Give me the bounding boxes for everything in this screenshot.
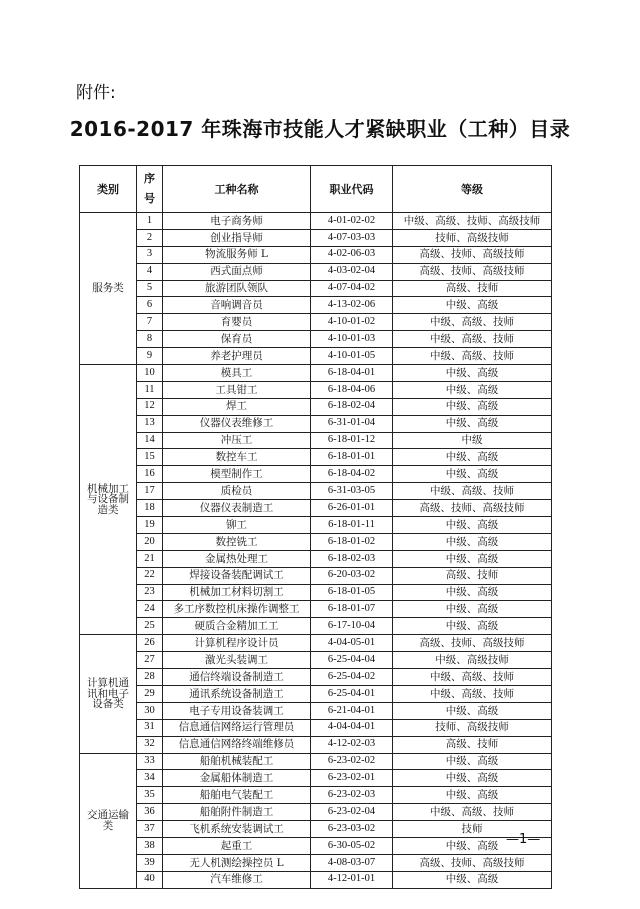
name-cell: 创业指导师 — [163, 229, 311, 246]
level-cell: 中级、高级 — [393, 787, 552, 804]
code-cell: 6-18-04-06 — [311, 381, 393, 398]
level-cell: 高级、技师、高级技师 — [393, 854, 552, 871]
name-cell: 数控铣工 — [163, 533, 311, 550]
name-cell: 西式面点师 — [163, 263, 311, 280]
code-cell: 4-12-02-03 — [311, 736, 393, 753]
table-row — [80, 787, 552, 804]
code-cell: 6-18-01-11 — [311, 517, 393, 534]
level-cell: 高级、技师 — [393, 736, 552, 753]
seq-cell: 15 — [137, 449, 163, 466]
table-row — [80, 348, 552, 365]
name-cell: 旅游团队领队 — [163, 280, 311, 297]
code-cell: 4-08-03-07 — [311, 854, 393, 871]
seq-cell: 11 — [137, 381, 163, 398]
code-cell: 6-23-02-04 — [311, 804, 393, 821]
level-cell: 中级、高级 — [393, 871, 552, 888]
name-cell: 数控车工 — [163, 449, 311, 466]
level-cell: 高级、技师、高级技师 — [393, 635, 552, 652]
seq-cell: 35 — [137, 787, 163, 804]
code-cell: 4-07-04-02 — [311, 280, 393, 297]
name-cell: 模型制作工 — [163, 466, 311, 483]
level-cell: 中级、高级 — [393, 533, 552, 550]
name-cell: 船舶机械装配工 — [163, 753, 311, 770]
seq-cell: 22 — [137, 567, 163, 584]
level-cell: 中级、高级 — [393, 753, 552, 770]
table-row — [80, 314, 552, 331]
code-cell: 4-10-01-03 — [311, 331, 393, 348]
level-cell: 高级、技师、高级技师 — [393, 500, 552, 517]
level-cell: 中级、高级、技师 — [393, 483, 552, 500]
seq-cell: 33 — [137, 753, 163, 770]
seq-cell: 16 — [137, 466, 163, 483]
code-cell: 6-17-10-04 — [311, 618, 393, 635]
table-row — [80, 854, 552, 871]
table-row — [80, 550, 552, 567]
name-cell: 物流服务师 L — [163, 246, 311, 263]
seq-cell: 27 — [137, 652, 163, 669]
table-row — [80, 685, 552, 702]
code-cell: 4-10-01-02 — [311, 314, 393, 331]
table-row — [80, 669, 552, 686]
occupation-table — [79, 165, 552, 889]
page-number: —1— — [506, 832, 541, 847]
table-row — [80, 263, 552, 280]
seq-cell: 38 — [137, 837, 163, 854]
level-cell: 中级、高级 — [393, 601, 552, 618]
header-level: 等级 — [393, 166, 552, 213]
level-cell: 中级 — [393, 432, 552, 449]
code-cell: 4-01-02-02 — [311, 213, 393, 230]
seq-cell: 36 — [137, 804, 163, 821]
code-cell: 6-26-01-01 — [311, 500, 393, 517]
seq-cell: 25 — [137, 618, 163, 635]
seq-cell: 39 — [137, 854, 163, 871]
table-row — [80, 229, 552, 246]
code-cell: 6-25-04-04 — [311, 652, 393, 669]
seq-cell: 40 — [137, 871, 163, 888]
level-cell: 中级、高级技师 — [393, 652, 552, 669]
name-cell: 无人机测绘操控员 L — [163, 854, 311, 871]
code-cell: 6-23-02-02 — [311, 753, 393, 770]
header-seq — [137, 166, 163, 213]
name-cell: 工具钳工 — [163, 381, 311, 398]
name-cell: 船舶电气装配工 — [163, 787, 311, 804]
level-cell: 中级、高级 — [393, 618, 552, 635]
seq-cell: 31 — [137, 719, 163, 736]
table-row — [80, 702, 552, 719]
code-cell: 6-30-05-02 — [311, 837, 393, 854]
table-row — [80, 466, 552, 483]
table-row — [80, 500, 552, 517]
table-row — [80, 432, 552, 449]
table-row — [80, 635, 552, 652]
name-cell: 激光头装调工 — [163, 652, 311, 669]
seq-cell: 5 — [137, 280, 163, 297]
level-cell: 中级、高级 — [393, 398, 552, 415]
level-cell: 中级、高级 — [393, 584, 552, 601]
code-cell: 6-23-03-02 — [311, 821, 393, 838]
seq-cell: 19 — [137, 517, 163, 534]
table-row — [80, 584, 552, 601]
table-row — [80, 601, 552, 618]
level-cell: 中级、高级 — [393, 297, 552, 314]
code-cell: 4-13-02-06 — [311, 297, 393, 314]
level-cell: 中级、高级、技师 — [393, 685, 552, 702]
seq-cell: 2 — [137, 229, 163, 246]
code-cell: 6-25-04-01 — [311, 685, 393, 702]
code-cell: 4-12-01-01 — [311, 871, 393, 888]
seq-cell: 9 — [137, 348, 163, 365]
table-row — [80, 398, 552, 415]
seq-cell: 13 — [137, 415, 163, 432]
seq-cell: 17 — [137, 483, 163, 500]
code-cell: 6-18-04-01 — [311, 365, 393, 382]
category-cell: 机械加工与设备制造类 — [80, 365, 137, 635]
header-code: 职业代码 — [311, 166, 393, 213]
category-cell: 交通运输类 — [80, 753, 137, 888]
header-seq-bottom: 号 — [144, 192, 155, 205]
level-cell: 高级、技师、高级技师 — [393, 246, 552, 263]
level-cell: 中级、高级、技师 — [393, 804, 552, 821]
seq-cell: 32 — [137, 736, 163, 753]
table-row — [80, 483, 552, 500]
name-cell: 金属热处理工 — [163, 550, 311, 567]
level-cell: 中级、高级 — [393, 517, 552, 534]
name-cell: 质检员 — [163, 483, 311, 500]
level-cell: 中级、高级、技师 — [393, 669, 552, 686]
table-row — [80, 365, 552, 382]
seq-cell: 10 — [137, 365, 163, 382]
category-cell: 计算机通讯和电子设备类 — [80, 635, 137, 753]
level-cell: 中级、高级 — [393, 550, 552, 567]
seq-cell: 26 — [137, 635, 163, 652]
table-row — [80, 381, 552, 398]
table-row — [80, 719, 552, 736]
name-cell: 焊工 — [163, 398, 311, 415]
header-name: 工种名称 — [163, 166, 311, 213]
level-cell: 中级、高级 — [393, 449, 552, 466]
code-cell: 4-04-05-01 — [311, 635, 393, 652]
name-cell: 船舶附件制造工 — [163, 804, 311, 821]
name-cell: 信息通信网络终端维修员 — [163, 736, 311, 753]
table-row — [80, 821, 552, 838]
table-row — [80, 567, 552, 584]
table-row — [80, 736, 552, 753]
code-cell: 4-04-04-01 — [311, 719, 393, 736]
name-cell: 起重工 — [163, 837, 311, 854]
seq-cell: 3 — [137, 246, 163, 263]
table-row — [80, 415, 552, 432]
code-cell: 6-18-01-02 — [311, 533, 393, 550]
code-cell: 6-31-01-04 — [311, 415, 393, 432]
name-cell: 焊接设备装配调试工 — [163, 567, 311, 584]
level-cell: 技师、高级技师 — [393, 719, 552, 736]
code-cell: 6-31-03-05 — [311, 483, 393, 500]
table-row — [80, 652, 552, 669]
category-cell: 服务类 — [80, 213, 137, 365]
code-cell: 6-18-02-03 — [311, 550, 393, 567]
table-row — [80, 618, 552, 635]
level-cell: 高级、技师 — [393, 567, 552, 584]
header-category: 类别 — [80, 166, 137, 213]
name-cell: 铆工 — [163, 517, 311, 534]
seq-cell: 12 — [137, 398, 163, 415]
level-cell: 中级、高级 — [393, 837, 552, 854]
name-cell: 汽车维修工 — [163, 871, 311, 888]
table-row — [80, 213, 552, 230]
code-cell: 4-10-01-05 — [311, 348, 393, 365]
name-cell: 仪器仪表制造工 — [163, 500, 311, 517]
code-cell: 6-18-01-05 — [311, 584, 393, 601]
name-cell: 模具工 — [163, 365, 311, 382]
name-cell: 硬质合金精加工工 — [163, 618, 311, 635]
level-cell: 中级、高级 — [393, 466, 552, 483]
level-cell: 技师 — [393, 821, 552, 838]
level-cell: 中级、高级、技师 — [393, 348, 552, 365]
code-cell: 6-18-01-12 — [311, 432, 393, 449]
seq-cell: 6 — [137, 297, 163, 314]
seq-cell: 21 — [137, 550, 163, 567]
name-cell: 飞机系统安装调试工 — [163, 821, 311, 838]
seq-cell: 8 — [137, 331, 163, 348]
name-cell: 通信终端设备制造工 — [163, 669, 311, 686]
level-cell: 中级、高级、技师 — [393, 331, 552, 348]
level-cell: 高级、技师、高级技师 — [393, 263, 552, 280]
code-cell: 6-25-04-02 — [311, 669, 393, 686]
attachment-label: 附件: — [76, 83, 116, 103]
level-cell: 技师、高级技师 — [393, 229, 552, 246]
code-cell: 4-03-02-04 — [311, 263, 393, 280]
name-cell: 信息通信网络运行管理员 — [163, 719, 311, 736]
seq-cell: 1 — [137, 213, 163, 230]
code-cell: 6-18-01-01 — [311, 449, 393, 466]
code-cell: 6-18-01-07 — [311, 601, 393, 618]
table-row — [80, 246, 552, 263]
table-row — [80, 331, 552, 348]
table-row — [80, 297, 552, 314]
code-cell: 6-18-02-04 — [311, 398, 393, 415]
table-row — [80, 517, 552, 534]
name-cell: 多工序数控机床操作调整工 — [163, 601, 311, 618]
seq-cell: 7 — [137, 314, 163, 331]
table-row — [80, 280, 552, 297]
table-body — [80, 213, 552, 889]
level-cell: 中级、高级 — [393, 770, 552, 787]
table-row — [80, 871, 552, 888]
seq-cell: 20 — [137, 533, 163, 550]
name-cell: 金属船体制造工 — [163, 770, 311, 787]
level-cell: 中级、高级 — [393, 702, 552, 719]
level-cell: 中级、高级 — [393, 415, 552, 432]
seq-cell: 23 — [137, 584, 163, 601]
table-row — [80, 449, 552, 466]
code-cell: 4-02-06-03 — [311, 246, 393, 263]
seq-cell: 24 — [137, 601, 163, 618]
level-cell: 中级、高级、技师 — [393, 314, 552, 331]
seq-cell: 29 — [137, 685, 163, 702]
header-seq-top: 序 — [144, 172, 155, 185]
name-cell: 通讯系统设备制造工 — [163, 685, 311, 702]
table-row — [80, 770, 552, 787]
page-title: 2016-2017 年珠海市技能人才紧缺职业（工种）目录 — [69, 117, 571, 141]
level-cell: 中级、高级、技师、高级技师 — [393, 213, 552, 230]
name-cell: 电子商务师 — [163, 213, 311, 230]
code-cell: 4-07-03-03 — [311, 229, 393, 246]
level-cell: 中级、高级 — [393, 381, 552, 398]
level-cell: 中级、高级 — [393, 365, 552, 382]
code-cell: 6-21-04-01 — [311, 702, 393, 719]
seq-cell: 37 — [137, 821, 163, 838]
code-cell: 6-18-04-02 — [311, 466, 393, 483]
table-row — [80, 804, 552, 821]
seq-cell: 4 — [137, 263, 163, 280]
name-cell: 冲压工 — [163, 432, 311, 449]
seq-cell: 14 — [137, 432, 163, 449]
seq-cell: 28 — [137, 669, 163, 686]
name-cell: 音响调音员 — [163, 297, 311, 314]
table-row — [80, 837, 552, 854]
name-cell: 保育员 — [163, 331, 311, 348]
code-cell: 6-23-02-03 — [311, 787, 393, 804]
name-cell: 电子专用设备装调工 — [163, 702, 311, 719]
table-row — [80, 753, 552, 770]
seq-cell: 30 — [137, 702, 163, 719]
name-cell: 养老护理员 — [163, 348, 311, 365]
seq-cell: 18 — [137, 500, 163, 517]
seq-cell: 34 — [137, 770, 163, 787]
table-row — [80, 533, 552, 550]
name-cell: 仪器仪表维修工 — [163, 415, 311, 432]
table-header-row — [80, 166, 552, 213]
name-cell: 计算机程序设计员 — [163, 635, 311, 652]
level-cell: 高级、技师 — [393, 280, 552, 297]
name-cell: 机械加工材料切割工 — [163, 584, 311, 601]
name-cell: 育婴员 — [163, 314, 311, 331]
code-cell: 6-23-02-01 — [311, 770, 393, 787]
code-cell: 6-20-03-02 — [311, 567, 393, 584]
